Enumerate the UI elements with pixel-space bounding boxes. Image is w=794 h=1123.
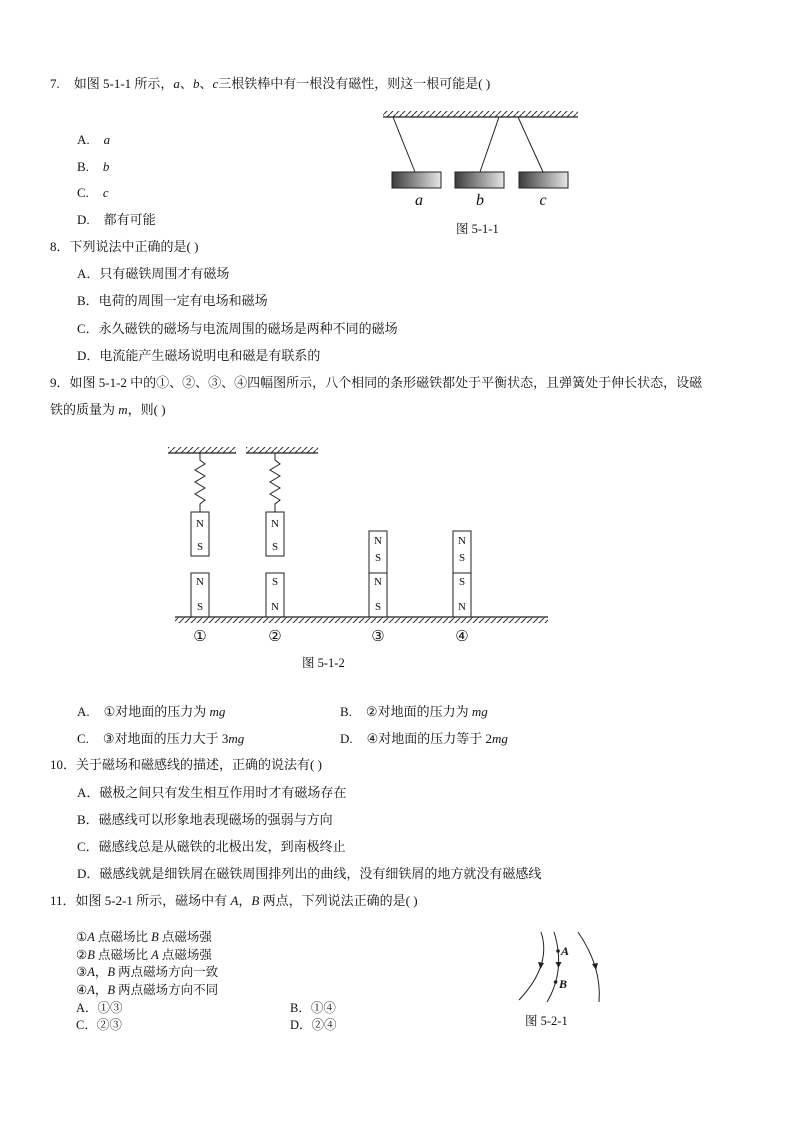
iron-bar-c	[519, 172, 568, 188]
magnet-pole-label: S	[196, 601, 204, 613]
arrow-down-icon	[592, 963, 598, 970]
statement-text: 点磁场强	[158, 930, 212, 944]
option-label: B.	[77, 159, 89, 174]
q11-statement-4	[76, 982, 218, 998]
q11-statement-3	[76, 964, 218, 980]
q11-option-d: D．②④	[290, 1018, 337, 1032]
ceiling-hatch	[383, 111, 578, 117]
statement-point: B	[151, 930, 159, 944]
figure-caption: 图 5-2-1	[525, 1014, 568, 1028]
mass-variable: m	[118, 402, 128, 417]
statement-number: ④	[76, 983, 88, 997]
statement-point: B	[87, 948, 95, 962]
option-value: b	[102, 159, 110, 174]
figure-caption: 图 5-1-2	[302, 656, 345, 670]
option-label: D.	[77, 212, 90, 227]
q9-stem-line-2	[50, 402, 166, 418]
magnet-pole-label: S	[458, 552, 466, 564]
q7-var-b: b	[192, 76, 200, 91]
statement-text: 点磁场比	[94, 948, 152, 962]
magnet-pole-label: S	[196, 541, 204, 553]
ground-hatch	[175, 617, 548, 623]
q10-option-a: A．磁极之间只有发生相互作用时才有磁场存在	[77, 785, 347, 800]
q11-stem-text-end: 两点，下列说法正确的是( )	[259, 893, 418, 908]
magnet-pole-label: S	[374, 552, 382, 564]
bar-label-b: b	[476, 192, 484, 209]
iron-bar-b	[455, 172, 504, 188]
statement-point: A	[87, 930, 95, 944]
option-variable: mg	[492, 731, 508, 746]
q10-option-b: B．磁感线可以形象地表现磁场的强弱与方向	[77, 812, 333, 827]
option-value: 都有可能	[103, 212, 156, 227]
string-c	[518, 117, 543, 172]
q11-stem-text: 11．如图 5-2-1 所示，磁场中有	[50, 893, 231, 908]
q11-comma: ，	[238, 893, 252, 908]
q7-option-a	[77, 132, 110, 148]
bar-label-a: a	[415, 192, 423, 209]
q9-option-b	[340, 704, 488, 720]
figure-5-1-1	[378, 108, 580, 208]
magnet-pole-label: N	[271, 601, 279, 613]
statement-text: 两点磁场方向不同	[115, 983, 219, 997]
q9-stem-text: 铁的质量为	[50, 402, 119, 417]
q7-var-c: c	[212, 76, 219, 91]
q7-option-b	[77, 159, 109, 175]
figure-5-1-2	[160, 438, 560, 648]
arrow-down-icon	[538, 962, 544, 969]
option-label: D.	[340, 731, 353, 746]
point-a: A	[230, 893, 239, 908]
magnet-pole-label: N	[458, 601, 466, 613]
figure-caption: 图 5-1-1	[456, 222, 499, 236]
bar-label-c: c	[539, 192, 547, 209]
q11-stem	[50, 893, 418, 909]
q7-separator: 、	[179, 76, 193, 91]
ceiling-hatch	[168, 447, 236, 453]
statement-text: ，	[94, 983, 108, 997]
setup-label-1: ①	[193, 629, 207, 645]
point-a-marker	[556, 949, 560, 953]
q8-option-c: C．永久磁铁的磁场与电流周围的磁场是两种不同的磁场	[77, 321, 398, 336]
q11-statement-1	[76, 929, 212, 945]
q10-option-c: C．磁感线总是从磁铁的北极出发，到南极终止	[77, 839, 346, 854]
option-text: ②对地面的压力为	[365, 704, 472, 719]
magnet-pole-label: N	[374, 535, 382, 547]
q8-option-a: A．只有磁铁周围才有磁场	[77, 266, 230, 281]
option-text: ③对地面的压力大于 3	[102, 731, 229, 746]
magnet-pole-label: S	[271, 541, 279, 553]
option-label: C.	[77, 185, 89, 200]
q11-statement-2	[76, 947, 212, 963]
q11-option-c: C．②③	[76, 1018, 122, 1032]
statement-text: ，	[94, 965, 108, 979]
statement-text: 两点磁场方向一致	[115, 965, 219, 979]
q9-stem-text-end: ，则( )	[127, 402, 166, 417]
spring-1	[195, 453, 205, 512]
q7-option-d	[77, 212, 156, 228]
q9-option-c	[77, 731, 244, 747]
point-a-label: A	[561, 944, 570, 958]
statement-number: ①	[76, 930, 88, 944]
ceiling-hatch	[246, 447, 318, 453]
option-value: c	[102, 185, 109, 200]
q8-option-d: D．电流能产生磁场说明电和磁是有联系的	[77, 348, 321, 363]
q7-number: 7.	[50, 76, 60, 91]
statement-point: A	[151, 948, 159, 962]
setup-label-3: ③	[371, 629, 385, 645]
option-label: A.	[77, 704, 90, 719]
q9-option-a	[77, 704, 225, 720]
string-b	[480, 117, 499, 172]
magnet-pole-label: S	[374, 601, 382, 613]
q11-option-a: A．①③	[76, 1001, 123, 1015]
magnet-pole-label: S	[458, 576, 466, 588]
q7-separator: 、	[199, 76, 213, 91]
field-line	[547, 932, 559, 1002]
statement-point: B	[107, 965, 116, 979]
point-b: B	[251, 893, 260, 908]
option-label: A.	[77, 132, 90, 147]
q7-option-c	[77, 185, 109, 201]
statement-number: ③	[76, 965, 88, 979]
option-value: a	[103, 132, 111, 147]
q11-option-b: B．①④	[290, 1001, 336, 1015]
point-b-label: B	[559, 977, 568, 991]
point-b-marker	[554, 980, 558, 984]
magnet-pole-label: S	[271, 576, 279, 588]
q8-option-b: B．电荷的周围一定有电场和磁场	[77, 293, 268, 308]
statement-number: ②	[76, 948, 88, 962]
statement-point: A	[87, 965, 95, 979]
statement-point: A	[87, 983, 95, 997]
magnet-pole-label: N	[271, 518, 279, 530]
setup-label-4: ④	[455, 629, 469, 645]
option-label: B.	[340, 704, 352, 719]
q9-option-d	[340, 731, 508, 747]
option-variable: mg	[471, 704, 488, 719]
option-text: ①对地面的压力为	[103, 704, 210, 719]
magnet-pole-label: N	[374, 576, 382, 588]
statement-point: B	[107, 983, 116, 997]
magnet-pole-label: N	[196, 518, 204, 530]
option-text: ④对地面的压力等于 2	[366, 731, 493, 746]
q9-stem-line-1: 9．如图 5-1-2 中的①、②、③、④四幅图所示，八个相同的条形磁铁都处于平衡状态，且弹簧处于伸长状态，设磁	[50, 375, 703, 390]
option-label: C.	[77, 731, 89, 746]
statement-text: 点磁场比	[94, 930, 152, 944]
q7-stem-text: 如图 5-1-1 所示，	[73, 76, 174, 91]
spring-2	[270, 453, 280, 512]
iron-bar-a	[392, 172, 441, 188]
q7-stem	[50, 76, 490, 92]
option-variable: mg	[228, 731, 245, 746]
statement-text: 点磁场强	[158, 948, 212, 962]
setup-label-2: ②	[268, 629, 282, 645]
q7-stem-text-2: 三根铁棒中有一根没有磁性，则这一根可能是( )	[218, 76, 491, 91]
string-a	[393, 117, 415, 172]
q10-stem: 10．关于磁场和磁感线的描述，正确的说法有( )	[50, 757, 322, 772]
q7-var-a: a	[173, 76, 180, 91]
q10-option-d: D．磁感线就是细铁屑在磁铁周围排列出的曲线，没有细铁屑的地方就没有磁感线	[77, 866, 542, 881]
magnet-pole-label: N	[458, 535, 466, 547]
option-variable: mg	[209, 704, 226, 719]
q8-stem: 8．下列说法中正确的是( )	[50, 239, 199, 254]
figure-5-2-1	[510, 925, 610, 1007]
magnet-pole-label: N	[196, 576, 204, 588]
arrow-down-icon	[556, 962, 562, 968]
